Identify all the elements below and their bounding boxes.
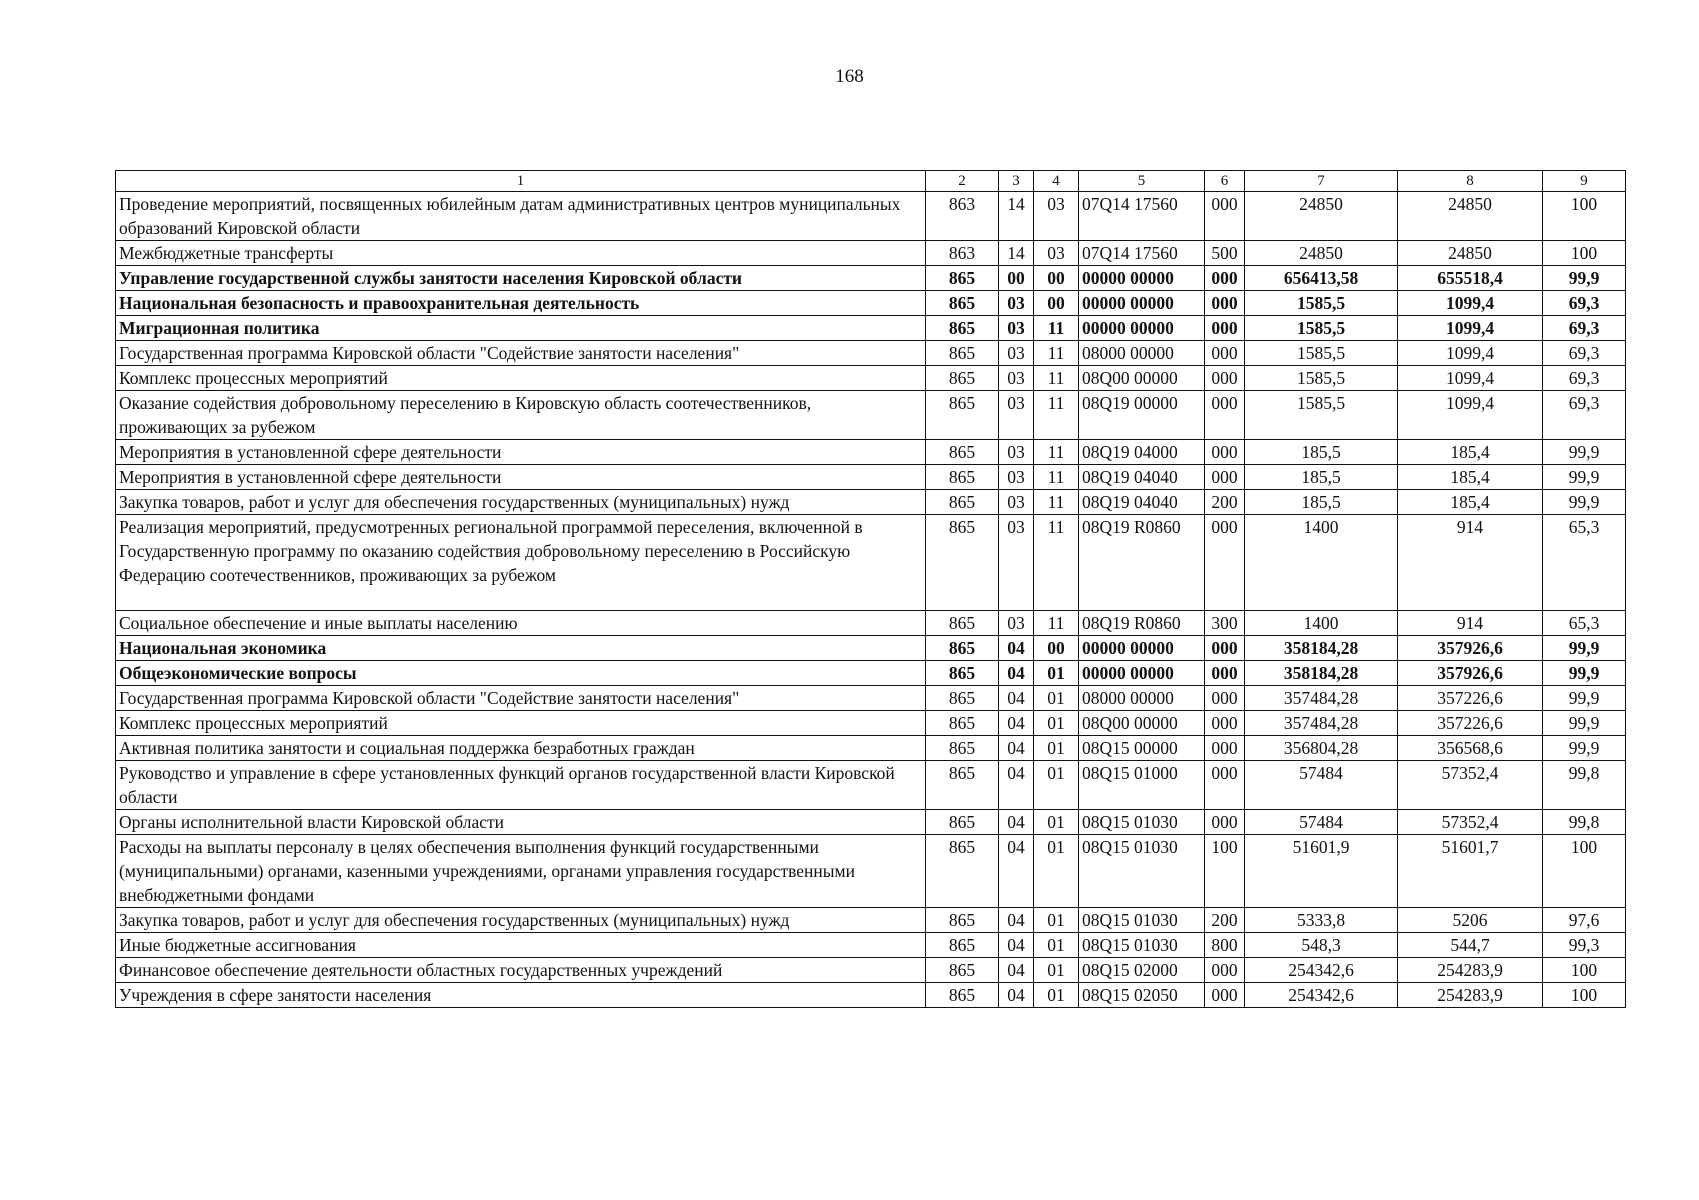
row-code-admin: 865 <box>926 611 999 636</box>
row-planned: 24850 <box>1245 241 1398 266</box>
table-row <box>116 611 1626 636</box>
column-header-2: 2 <box>926 171 999 192</box>
column-header-8: 8 <box>1398 171 1543 192</box>
row-expense-type: 000 <box>1205 291 1245 316</box>
row-percent: 99,9 <box>1543 465 1626 490</box>
row-section: 04 <box>999 661 1034 686</box>
row-subsection: 01 <box>1034 933 1079 958</box>
row-target-article: 00000 00000 <box>1079 266 1205 291</box>
row-expense-type: 000 <box>1205 711 1245 736</box>
row-executed: 254283,9 <box>1398 983 1543 1008</box>
row-section: 04 <box>999 686 1034 711</box>
row-name: Межбюджетные трансферты <box>116 241 926 266</box>
row-expense-type: 000 <box>1205 636 1245 661</box>
row-target-article: 08000 00000 <box>1079 341 1205 366</box>
table-row <box>116 316 1626 341</box>
row-section: 04 <box>999 761 1034 810</box>
table-row <box>116 908 1626 933</box>
row-executed: 357926,6 <box>1398 636 1543 661</box>
row-expense-type: 000 <box>1205 440 1245 465</box>
column-header-3: 3 <box>999 171 1034 192</box>
row-planned: 357484,28 <box>1245 686 1398 711</box>
row-subsection: 01 <box>1034 835 1079 908</box>
row-planned: 358184,28 <box>1245 636 1398 661</box>
row-planned: 356804,28 <box>1245 736 1398 761</box>
row-section: 03 <box>999 490 1034 515</box>
row-section: 03 <box>999 465 1034 490</box>
row-name: Расходы на выплаты персоналу в целях обеспечения выполнения функций государственными (муниципальными) органами, казенными учреждениями, органами управления государственными внебюджетными фондами <box>116 835 926 908</box>
row-subsection: 01 <box>1034 810 1079 835</box>
row-subsection: 01 <box>1034 661 1079 686</box>
row-target-article: 08Q15 01030 <box>1079 835 1205 908</box>
row-subsection: 11 <box>1034 391 1079 440</box>
table-row <box>116 515 1626 611</box>
row-section: 04 <box>999 933 1034 958</box>
row-code-admin: 865 <box>926 266 999 291</box>
row-section: 03 <box>999 341 1034 366</box>
row-percent: 69,3 <box>1543 316 1626 341</box>
row-expense-type: 100 <box>1205 835 1245 908</box>
row-code-admin: 865 <box>926 810 999 835</box>
row-code-admin: 865 <box>926 440 999 465</box>
row-section: 04 <box>999 810 1034 835</box>
row-expense-type: 000 <box>1205 515 1245 611</box>
row-name: Общеэкономические вопросы <box>116 661 926 686</box>
table-row <box>116 736 1626 761</box>
row-executed: 185,4 <box>1398 490 1543 515</box>
table-row <box>116 686 1626 711</box>
row-name: Миграционная политика <box>116 316 926 341</box>
row-code-admin: 865 <box>926 908 999 933</box>
row-target-article: 00000 00000 <box>1079 316 1205 341</box>
row-target-article: 08Q15 00000 <box>1079 736 1205 761</box>
row-percent: 99,9 <box>1543 711 1626 736</box>
row-planned: 1585,5 <box>1245 366 1398 391</box>
row-section: 03 <box>999 366 1034 391</box>
row-name: Национальная безопасность и правоохранительная деятельность <box>116 291 926 316</box>
row-percent: 100 <box>1543 241 1626 266</box>
table-row <box>116 465 1626 490</box>
table-row <box>116 958 1626 983</box>
row-target-article: 08Q15 01030 <box>1079 933 1205 958</box>
row-name: Государственная программа Кировской области "Содействие занятости населения" <box>116 686 926 711</box>
row-code-admin: 865 <box>926 661 999 686</box>
row-expense-type: 300 <box>1205 611 1245 636</box>
row-executed: 1099,4 <box>1398 291 1543 316</box>
row-subsection: 11 <box>1034 366 1079 391</box>
row-target-article: 08Q00 00000 <box>1079 366 1205 391</box>
row-executed: 24850 <box>1398 192 1543 241</box>
row-planned: 1585,5 <box>1245 316 1398 341</box>
row-percent: 99,3 <box>1543 933 1626 958</box>
row-executed: 57352,4 <box>1398 761 1543 810</box>
row-executed: 51601,7 <box>1398 835 1543 908</box>
column-header-4: 4 <box>1034 171 1079 192</box>
table-row <box>116 711 1626 736</box>
row-name: Учреждения в сфере занятости населения <box>116 983 926 1008</box>
row-expense-type: 000 <box>1205 958 1245 983</box>
row-percent: 65,3 <box>1543 611 1626 636</box>
row-executed: 357926,6 <box>1398 661 1543 686</box>
row-code-admin: 865 <box>926 291 999 316</box>
table-row <box>116 192 1626 241</box>
row-name: Социальное обеспечение и иные выплаты населению <box>116 611 926 636</box>
row-section: 03 <box>999 391 1034 440</box>
row-section: 00 <box>999 266 1034 291</box>
row-executed: 356568,6 <box>1398 736 1543 761</box>
row-percent: 69,3 <box>1543 291 1626 316</box>
row-target-article: 00000 00000 <box>1079 291 1205 316</box>
row-executed: 914 <box>1398 611 1543 636</box>
row-subsection: 03 <box>1034 241 1079 266</box>
row-target-article: 08Q19 04040 <box>1079 490 1205 515</box>
row-subsection: 11 <box>1034 515 1079 611</box>
row-planned: 24850 <box>1245 192 1398 241</box>
row-name: Финансовое обеспечение деятельности областных государственных учреждений <box>116 958 926 983</box>
row-subsection: 11 <box>1034 341 1079 366</box>
row-executed: 254283,9 <box>1398 958 1543 983</box>
row-subsection: 01 <box>1034 983 1079 1008</box>
row-name: Управление государственной службы занятости населения Кировской области <box>116 266 926 291</box>
row-code-admin: 865 <box>926 515 999 611</box>
column-header-6: 6 <box>1205 171 1245 192</box>
row-name: Иные бюджетные ассигнования <box>116 933 926 958</box>
row-section: 03 <box>999 291 1034 316</box>
row-percent: 69,3 <box>1543 341 1626 366</box>
column-header-1: 1 <box>116 171 926 192</box>
row-executed: 357226,6 <box>1398 711 1543 736</box>
row-percent: 100 <box>1543 983 1626 1008</box>
row-section: 03 <box>999 515 1034 611</box>
row-target-article: 08Q00 00000 <box>1079 711 1205 736</box>
row-section: 04 <box>999 983 1034 1008</box>
row-expense-type: 000 <box>1205 465 1245 490</box>
row-planned: 185,5 <box>1245 490 1398 515</box>
row-code-admin: 865 <box>926 465 999 490</box>
row-target-article: 00000 00000 <box>1079 661 1205 686</box>
row-code-admin: 865 <box>926 686 999 711</box>
row-name: Комплекс процессных мероприятий <box>116 366 926 391</box>
row-section: 04 <box>999 908 1034 933</box>
row-code-admin: 865 <box>926 366 999 391</box>
table-row <box>116 291 1626 316</box>
row-section: 04 <box>999 736 1034 761</box>
table-row <box>116 266 1626 291</box>
row-code-admin: 865 <box>926 391 999 440</box>
row-subsection: 01 <box>1034 711 1079 736</box>
row-percent: 99,9 <box>1543 736 1626 761</box>
table-row <box>116 661 1626 686</box>
row-name: Органы исполнительной власти Кировской области <box>116 810 926 835</box>
row-planned: 1585,5 <box>1245 341 1398 366</box>
row-target-article: 08Q19 04000 <box>1079 440 1205 465</box>
row-percent: 100 <box>1543 835 1626 908</box>
row-planned: 5333,8 <box>1245 908 1398 933</box>
table-row <box>116 490 1626 515</box>
table-row <box>116 835 1626 908</box>
row-code-admin: 865 <box>926 316 999 341</box>
row-executed: 1099,4 <box>1398 316 1543 341</box>
row-percent: 69,3 <box>1543 366 1626 391</box>
row-expense-type: 000 <box>1205 192 1245 241</box>
row-percent: 65,3 <box>1543 515 1626 611</box>
table-row <box>116 933 1626 958</box>
row-planned: 548,3 <box>1245 933 1398 958</box>
row-planned: 51601,9 <box>1245 835 1398 908</box>
row-section: 04 <box>999 636 1034 661</box>
row-code-admin: 865 <box>926 490 999 515</box>
table-row <box>116 761 1626 810</box>
row-name: Мероприятия в установленной сфере деятельности <box>116 465 926 490</box>
row-section: 03 <box>999 316 1034 341</box>
row-planned: 1400 <box>1245 611 1398 636</box>
table-row <box>116 810 1626 835</box>
row-executed: 24850 <box>1398 241 1543 266</box>
row-percent: 99,9 <box>1543 440 1626 465</box>
row-expense-type: 000 <box>1205 316 1245 341</box>
row-target-article: 08Q19 04040 <box>1079 465 1205 490</box>
row-section: 03 <box>999 440 1034 465</box>
row-subsection: 11 <box>1034 611 1079 636</box>
table-row <box>116 391 1626 440</box>
row-subsection: 00 <box>1034 636 1079 661</box>
row-planned: 357484,28 <box>1245 711 1398 736</box>
row-target-article: 08Q15 02000 <box>1079 958 1205 983</box>
row-executed: 185,4 <box>1398 465 1543 490</box>
row-expense-type: 000 <box>1205 736 1245 761</box>
row-expense-type: 000 <box>1205 341 1245 366</box>
row-target-article: 07Q14 17560 <box>1079 241 1205 266</box>
row-executed: 357226,6 <box>1398 686 1543 711</box>
row-subsection: 01 <box>1034 736 1079 761</box>
row-target-article: 08Q15 01000 <box>1079 761 1205 810</box>
row-target-article: 08Q19 R0860 <box>1079 611 1205 636</box>
row-expense-type: 800 <box>1205 933 1245 958</box>
row-target-article: 08Q15 01030 <box>1079 810 1205 835</box>
row-expense-type: 000 <box>1205 983 1245 1008</box>
row-target-article: 07Q14 17560 <box>1079 192 1205 241</box>
row-subsection: 11 <box>1034 490 1079 515</box>
row-subsection: 00 <box>1034 291 1079 316</box>
row-percent: 97,6 <box>1543 908 1626 933</box>
row-executed: 185,4 <box>1398 440 1543 465</box>
row-planned: 57484 <box>1245 810 1398 835</box>
row-percent: 99,9 <box>1543 686 1626 711</box>
row-planned: 358184,28 <box>1245 661 1398 686</box>
row-executed: 1099,4 <box>1398 366 1543 391</box>
row-executed: 914 <box>1398 515 1543 611</box>
row-name: Реализация мероприятий, предусмотренных региональной программой переселения, включенной в Государственную программу по оказанию содействия добровольному переселению в Российскую Федерацию соотечественников, проживающих за рубежом <box>116 515 926 611</box>
row-target-article: 08Q15 01030 <box>1079 908 1205 933</box>
row-percent: 100 <box>1543 958 1626 983</box>
row-code-admin: 865 <box>926 983 999 1008</box>
row-target-article: 08Q19 R0860 <box>1079 515 1205 611</box>
table-row <box>116 341 1626 366</box>
row-percent: 69,3 <box>1543 391 1626 440</box>
row-executed: 5206 <box>1398 908 1543 933</box>
row-code-admin: 865 <box>926 711 999 736</box>
table-row <box>116 366 1626 391</box>
row-subsection: 01 <box>1034 958 1079 983</box>
row-name: Активная политика занятости и социальная поддержка безработных граждан <box>116 736 926 761</box>
row-name: Проведение мероприятий, посвященных юбилейным датам административных центров муниципальных образований Кировской области <box>116 192 926 241</box>
row-subsection: 11 <box>1034 440 1079 465</box>
row-percent: 99,9 <box>1543 661 1626 686</box>
row-target-article: 08Q15 02050 <box>1079 983 1205 1008</box>
row-percent: 99,9 <box>1543 266 1626 291</box>
row-planned: 254342,6 <box>1245 958 1398 983</box>
row-executed: 544,7 <box>1398 933 1543 958</box>
table-row <box>116 636 1626 661</box>
row-code-admin: 863 <box>926 192 999 241</box>
row-planned: 1585,5 <box>1245 391 1398 440</box>
row-planned: 1400 <box>1245 515 1398 611</box>
column-header-7: 7 <box>1245 171 1398 192</box>
row-planned: 185,5 <box>1245 465 1398 490</box>
row-executed: 655518,4 <box>1398 266 1543 291</box>
row-code-admin: 865 <box>926 761 999 810</box>
row-subsection: 11 <box>1034 316 1079 341</box>
row-expense-type: 200 <box>1205 490 1245 515</box>
row-expense-type: 200 <box>1205 908 1245 933</box>
row-expense-type: 000 <box>1205 266 1245 291</box>
row-code-admin: 865 <box>926 736 999 761</box>
row-code-admin: 865 <box>926 958 999 983</box>
row-subsection: 00 <box>1034 266 1079 291</box>
row-expense-type: 000 <box>1205 661 1245 686</box>
row-percent: 99,8 <box>1543 761 1626 810</box>
row-target-article: 08Q19 00000 <box>1079 391 1205 440</box>
row-section: 14 <box>999 192 1034 241</box>
row-section: 14 <box>999 241 1034 266</box>
row-code-admin: 865 <box>926 636 999 661</box>
row-target-article: 00000 00000 <box>1079 636 1205 661</box>
header-row <box>116 171 1626 192</box>
row-planned: 656413,58 <box>1245 266 1398 291</box>
row-target-article: 08000 00000 <box>1079 686 1205 711</box>
column-header-5: 5 <box>1079 171 1205 192</box>
row-expense-type: 000 <box>1205 391 1245 440</box>
row-section: 04 <box>999 711 1034 736</box>
table-body <box>116 192 1626 1008</box>
row-percent: 99,9 <box>1543 490 1626 515</box>
row-expense-type: 000 <box>1205 761 1245 810</box>
page-number: 168 <box>835 66 864 87</box>
row-percent: 100 <box>1543 192 1626 241</box>
row-executed: 1099,4 <box>1398 341 1543 366</box>
row-name: Государственная программа Кировской области "Содействие занятости населения" <box>116 341 926 366</box>
row-name: Оказание содействия добровольному переселению в Кировскую область соотечественников, проживающих за рубежом <box>116 391 926 440</box>
row-section: 04 <box>999 835 1034 908</box>
row-executed: 57352,4 <box>1398 810 1543 835</box>
row-name: Закупка товаров, работ и услуг для обеспечения государственных (муниципальных) нужд <box>116 908 926 933</box>
row-code-admin: 865 <box>926 835 999 908</box>
row-subsection: 11 <box>1034 465 1079 490</box>
row-expense-type: 000 <box>1205 686 1245 711</box>
row-code-admin: 863 <box>926 241 999 266</box>
row-percent: 99,9 <box>1543 636 1626 661</box>
row-planned: 1585,5 <box>1245 291 1398 316</box>
row-subsection: 01 <box>1034 686 1079 711</box>
row-subsection: 01 <box>1034 761 1079 810</box>
row-planned: 254342,6 <box>1245 983 1398 1008</box>
row-name: Комплекс процессных мероприятий <box>116 711 926 736</box>
table-header <box>116 171 1626 192</box>
table-row <box>116 241 1626 266</box>
row-code-admin: 865 <box>926 341 999 366</box>
row-subsection: 01 <box>1034 908 1079 933</box>
row-name: Закупка товаров, работ и услуг для обеспечения государственных (муниципальных) нужд <box>116 490 926 515</box>
row-name: Национальная экономика <box>116 636 926 661</box>
row-expense-type: 500 <box>1205 241 1245 266</box>
row-section: 03 <box>999 611 1034 636</box>
table-row <box>116 983 1626 1008</box>
row-section: 04 <box>999 958 1034 983</box>
column-header-9: 9 <box>1543 171 1626 192</box>
row-name: Мероприятия в установленной сфере деятельности <box>116 440 926 465</box>
row-code-admin: 865 <box>926 933 999 958</box>
row-executed: 1099,4 <box>1398 391 1543 440</box>
row-expense-type: 000 <box>1205 810 1245 835</box>
budget-table <box>115 170 1626 1008</box>
row-planned: 57484 <box>1245 761 1398 810</box>
row-percent: 99,8 <box>1543 810 1626 835</box>
row-planned: 185,5 <box>1245 440 1398 465</box>
row-name: Руководство и управление в сфере установленных функций органов государственной власти Кировской области <box>116 761 926 810</box>
table-row <box>116 440 1626 465</box>
row-expense-type: 000 <box>1205 366 1245 391</box>
row-subsection: 03 <box>1034 192 1079 241</box>
